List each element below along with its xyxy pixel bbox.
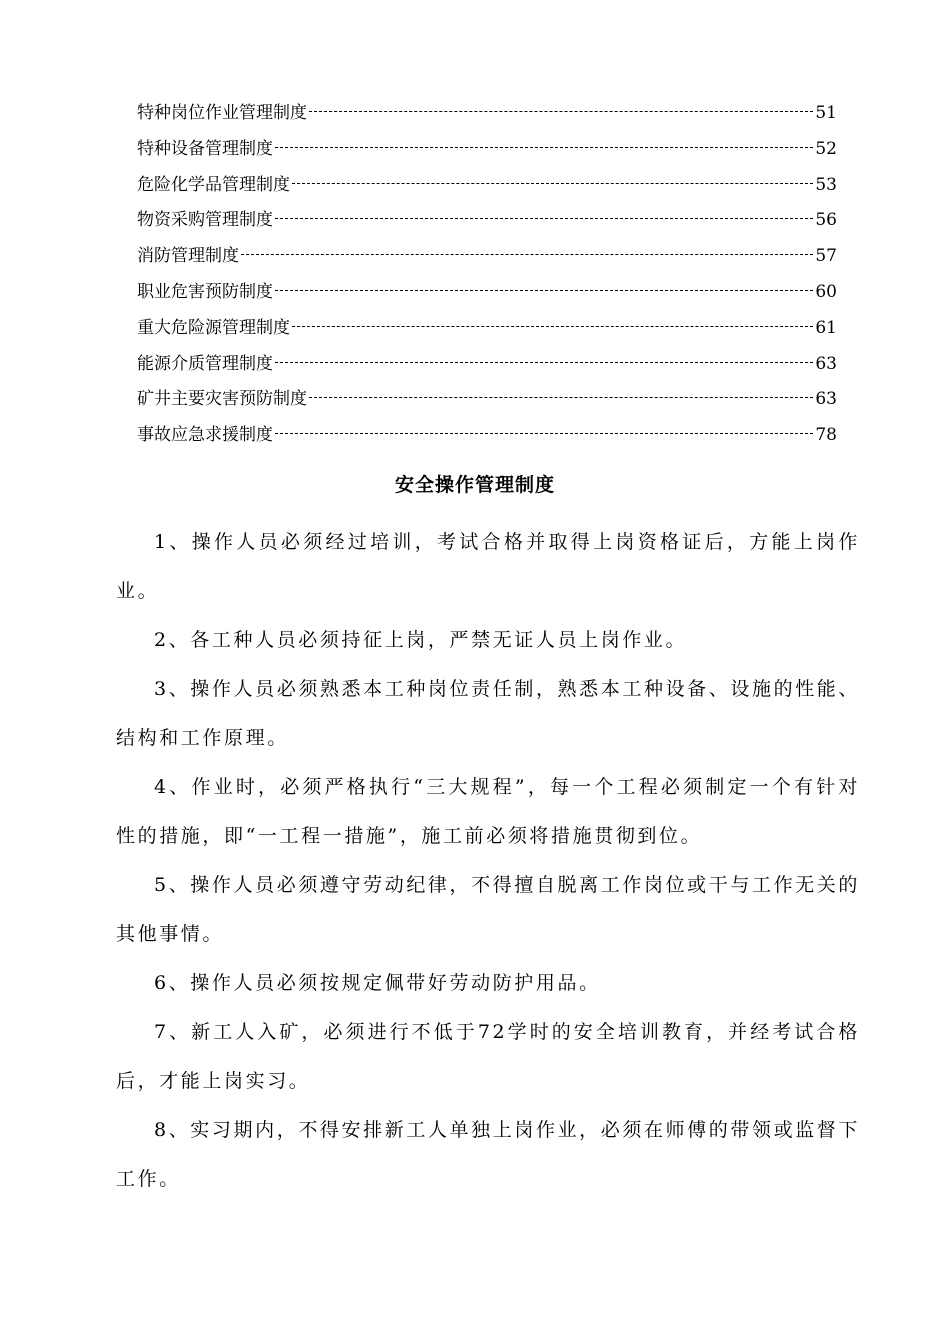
toc-entry-page: 63 — [815, 353, 837, 374]
toc-entry-page: 52 — [815, 138, 837, 159]
toc-entry[interactable] — [137, 423, 837, 459]
toc-entry-page: 51 — [815, 103, 837, 123]
toc-leader-dashes — [292, 326, 813, 327]
toc-leader-dashes — [275, 362, 813, 363]
toc-entry[interactable] — [137, 101, 837, 137]
body-paragraph: 6、操作人员必须按规定佩带好劳动防护用品。 — [154, 972, 601, 994]
toc-entry-page: 61 — [815, 317, 837, 338]
body-paragraph: 5、操作人员必须遵守劳动纪律，不得擅自脱离工作岗位或干与工作无关的其他事情。 — [116, 874, 860, 945]
toc-leader-dashes — [275, 218, 813, 219]
toc-entry-title: 物资采购管理制度 — [137, 210, 273, 231]
toc-entry[interactable] — [137, 280, 837, 316]
toc-leader-dashes — [275, 290, 813, 291]
toc-entry[interactable] — [137, 208, 837, 244]
toc-entry-title: 能源介质管理制度 — [137, 353, 273, 374]
toc-entry[interactable] — [137, 352, 837, 388]
toc-entry-page: 53 — [815, 174, 837, 195]
toc-entry[interactable] — [137, 387, 837, 423]
toc-entry[interactable] — [137, 316, 837, 352]
toc-entry-page: 57 — [815, 246, 837, 267]
toc-leader-dashes — [241, 254, 813, 255]
toc-leader-dashes — [292, 183, 813, 184]
toc-entry[interactable] — [137, 173, 837, 209]
toc-entry-page: 63 — [815, 389, 837, 410]
toc-entry[interactable] — [137, 244, 837, 280]
body-paragraph: 4、作业时，必须严格执行“三大规程”，每一个工程必须制定一个有针对性的措施，即“一工程一措施”，施工前必须将措施贯彻到位。 — [116, 776, 860, 847]
toc-entry-title: 矿井主要灾害预防制度 — [137, 389, 307, 410]
section-heading: 安全操作管理制度 — [394, 474, 555, 496]
toc-entry-title: 事故应急求援制度 — [137, 425, 273, 446]
toc-entry-title: 职业危害预防制度 — [137, 281, 273, 302]
document-body — [116, 518, 860, 1204]
body-paragraph: 8、实习期内，不得安排新工人单独上岗作业，必须在师傅的带领或监督下工作。 — [116, 1119, 860, 1190]
body-paragraph: 7、新工人入矿，必须进行不低于72学时的安全培训教育，并经考试合格后，才能上岗实习。 — [116, 1021, 860, 1092]
toc-entry-title: 危险化学品管理制度 — [137, 174, 290, 195]
toc-leader-dashes — [275, 433, 813, 434]
toc-leader-dashes — [275, 147, 813, 148]
body-paragraph: 3、操作人员必须熟悉本工种岗位责任制，熟悉本工种设备、设施的性能、结构和工作原理。 — [116, 678, 860, 749]
body-paragraph: 2、各工种人员必须持征上岗，严禁无证人员上岗作业。 — [154, 629, 688, 651]
toc-entry-page: 78 — [815, 425, 837, 446]
toc-leader-dashes — [309, 111, 813, 112]
toc-entry[interactable] — [137, 137, 837, 173]
body-paragraph: 1、操作人员必须经过培训，考试合格并取得上岗资格证后，方能上岗作业。 — [116, 531, 860, 602]
toc-leader-dashes — [309, 397, 813, 398]
toc-entry-title: 特种岗位作业管理制度 — [137, 103, 307, 123]
toc-entry-page: 56 — [815, 210, 837, 231]
toc-entry-page: 60 — [815, 281, 837, 302]
toc-entry-title: 消防管理制度 — [137, 246, 239, 267]
table-of-contents — [137, 101, 837, 459]
toc-entry-title: 特种设备管理制度 — [137, 138, 273, 159]
toc-entry-title: 重大危险源管理制度 — [137, 317, 290, 338]
